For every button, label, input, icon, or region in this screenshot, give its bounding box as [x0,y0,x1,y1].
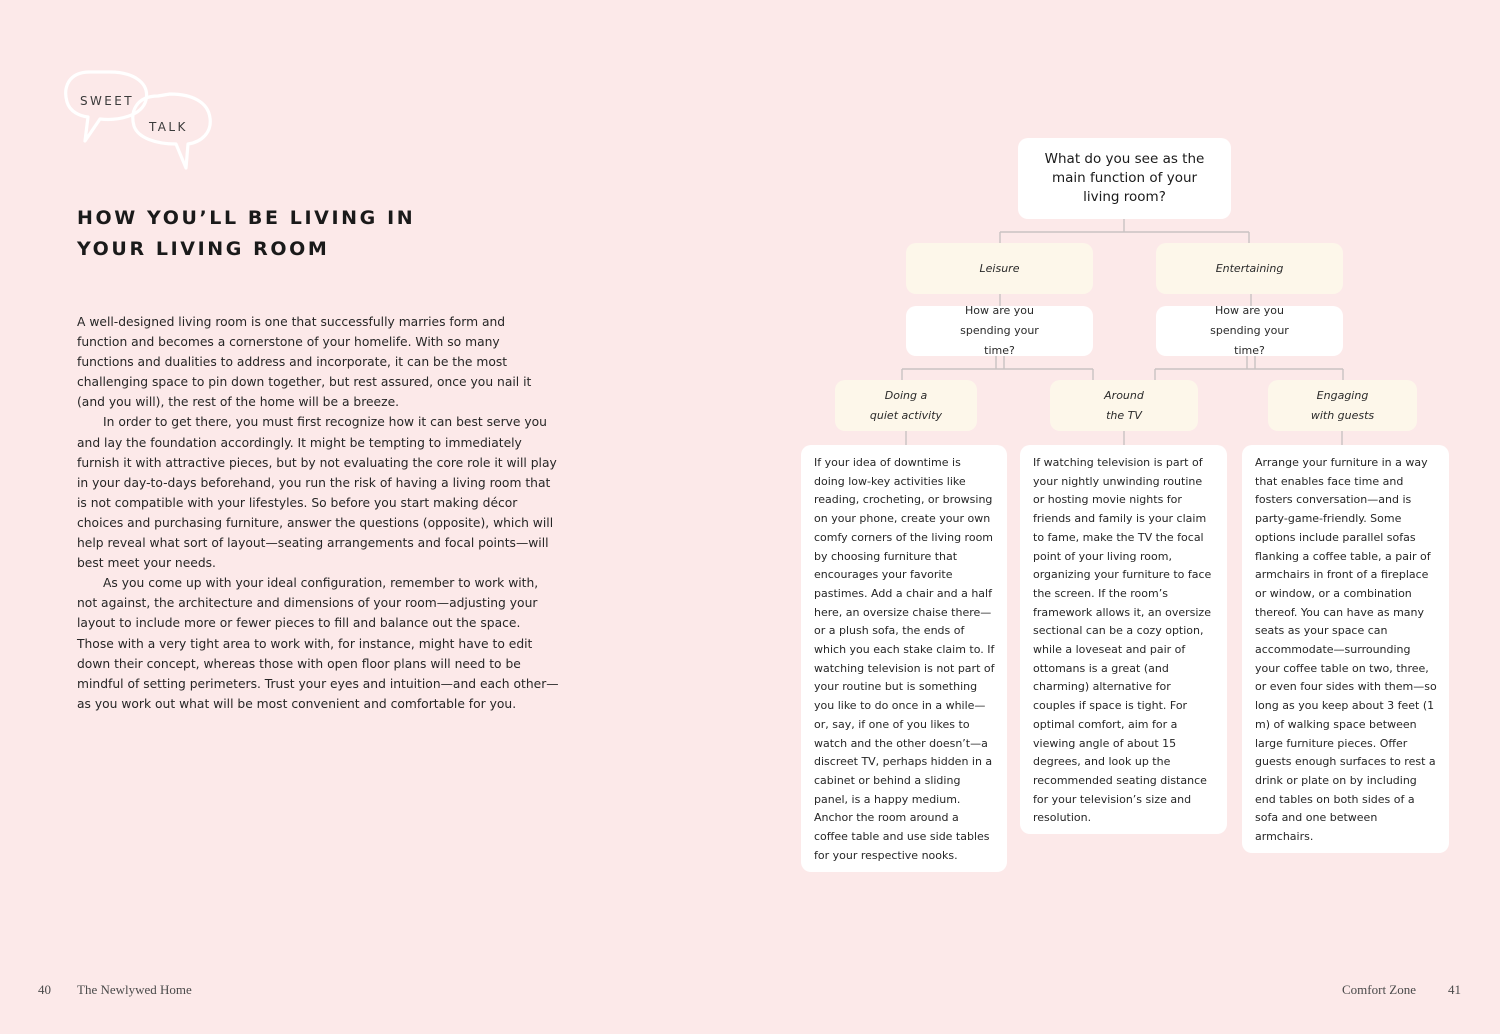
around-tv-description-text: If watching television is part of your nightly unwinding routine or hosting movie nights for friends and family is your claim to fame, make the TV the focal point of your living room, organizing your furniture to face the screen. If the room’s framework allows it, an oversize sectional can be a cozy option, while a loveseat and pair of ottomans is a great (and charming) alternative for couples if space is tight. For optimal comfort, aim for a viewing angle of about 15 degrees, and look up the recommended seating distance for your television’s size and resolution. [1033,456,1212,825]
logo-word-sweet: SWEET [80,94,134,108]
right-running-title: Comfort Zone [1342,982,1417,997]
entertaining-option-box [1156,243,1343,294]
quiet-activity-description-text: If your idea of downtime is doing low-key activities like reading, crocheting, or browsing on your phone, create your own comfy corners of the living room by choosing furniture that encourages your favorite pastimes. Add a chair and a half here, an oversize chaise there—or a plush sofa, the ends of which you each stake claim to. If watching television is not part of your routine but is something you like to do once in a while—or, say, if one of you likes to watch and the other doesn’t—a discreet TV, perhaps hidden in a cabinet or behind a sliding panel, is a happy medium. Anchor the room around a coffee table and use side tables for your respective nooks. [814,456,995,862]
body-paragraph-2: In order to get there, you must first recognize how it can best serve you and lay the foundation accordingly. It might be tempting to immediately furnish it with attractive pieces, but by not evaluating the core role it will play in your day-to-days beforehand, you run the risk of having a living room that is not compatible with your lifestyles. So before you start making décor choices and purchasing furniture, answer the questions (opposite), which will help reveal what sort of layout—seating arrangements and focal points—will best meet your needs. [77,415,557,571]
around-tv-line-1: Around [1104,388,1144,402]
main-question-text: What do you see as the main function of your living room? [1044,151,1205,205]
time-question-left-text: How are you spending your time? [960,304,1039,357]
entertaining-option-text: Entertaining [1215,261,1284,275]
body-paragraph-1: A well-designed living room is one that successfully marries form and function and becomes a cornerstone of your homelife. With so many functions and dualities to address and incorporate, it can be the most challenging space to pin down together, but rest assured, once you nail it (and you will), the rest of the home will be a breeze. [77,315,532,410]
engaging-guests-description-text: Arrange your furniture in a way that enables face time and fosters conversation—and is party-game-friendly. Some options include parallel sofas flanking a coffee table, a pair of armchairs in front of a fireplace or window, or a combination thereof. You can have as many seats as your space can accommodate—surrounding your coffee table on two, three, or even four sides with them—so long as you keep about 3 feet (1 m) of walking space between large furniture pieces. Offer guests enough surfaces to rest a drink or plate on by including end tables on both sides of a sofa and one between armchairs. [1255,456,1437,844]
quiet-activity-line-1: Doing a [884,388,928,402]
around-tv-line-2: the TV [1106,408,1142,422]
engaging-guests-line-1: Engaging [1316,388,1369,402]
leisure-option-box [906,243,1093,294]
heading-line-1: HOW YOU’LL BE LIVING IN [77,207,416,229]
body-paragraph-3: As you come up with your ideal configuration, remember to work with, not against, the architecture and dimensions of your room—adjusting your layout to include more or fewer pieces to fill and balance out the space. Those with a very tight area to work with, for instance, might have to edit down their concept, whereas those with open floor plans will need to be mindful of setting perimeters. Trust your eyes and intuition—and each other—as you work out what will be most convenient and comfortable for you. [77,576,559,711]
engaging-guests-option-box [1268,380,1417,431]
logo-word-talk: TALK [149,120,188,134]
time-question-right-text: How are you spending your time? [1210,304,1289,357]
time-question-left-box [906,306,1093,356]
left-page-number: 40 [38,982,51,997]
leisure-option-text: Leisure [979,261,1020,275]
engaging-guests-line-2: with guests [1310,408,1375,422]
quiet-activity-line-2: quiet activity [869,408,943,422]
quiet-activity-option-box [835,380,977,431]
heading-line-2: YOUR LIVING ROOM [77,238,330,260]
main-question-box [1018,138,1231,219]
time-question-right-box [1156,306,1343,356]
left-running-title: The Newlywed Home [77,982,192,997]
around-tv-option-box [1050,380,1198,431]
engaging-guests-description [1242,445,1449,853]
around-tv-description [1020,445,1227,834]
right-page-number: 41 [1448,982,1461,997]
quiet-activity-description [801,445,1007,872]
